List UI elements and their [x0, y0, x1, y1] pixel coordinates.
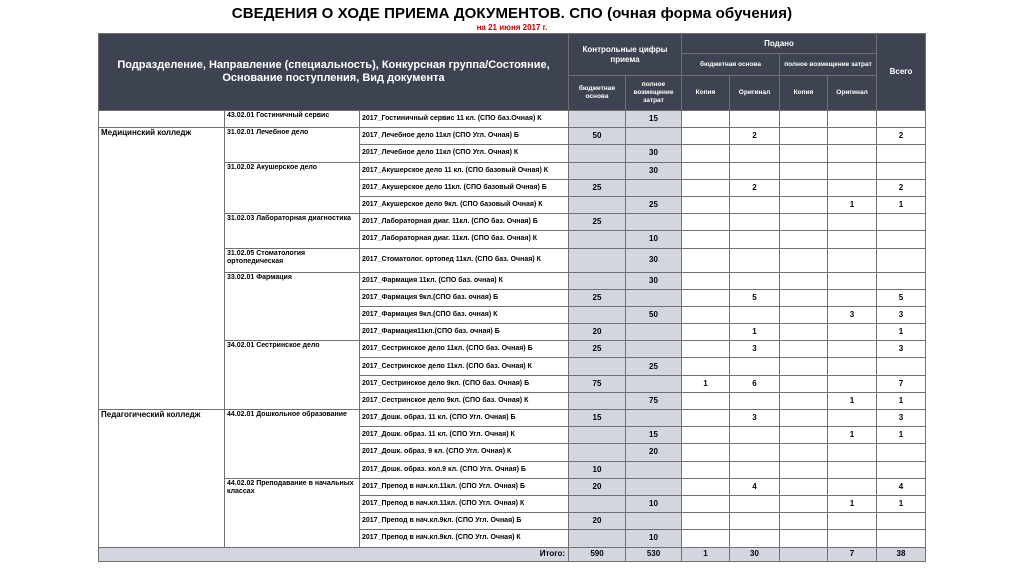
- full-original: [828, 179, 877, 196]
- control-full: 75: [626, 392, 682, 409]
- budget-original: 1: [730, 324, 780, 341]
- budget-copy: [682, 495, 730, 512]
- competition-group: 2017_Лабораторная диаг. 11кл. (СПО баз. Очная) К: [360, 231, 569, 248]
- full-original: [828, 145, 877, 162]
- total-budget-original: 30: [730, 547, 780, 561]
- full-copy: [780, 231, 828, 248]
- budget-copy: [682, 128, 730, 145]
- direction-cell: 44.02.01 Дошкольное образование: [225, 410, 360, 479]
- division-medical: Медицинский колледж: [99, 128, 225, 410]
- row-total: 7: [877, 375, 926, 392]
- full-original: [828, 162, 877, 179]
- control-budget: 25: [569, 214, 626, 231]
- budget-original: [730, 196, 780, 213]
- control-full: 20: [626, 444, 682, 461]
- control-budget: [569, 162, 626, 179]
- budget-original: [730, 530, 780, 547]
- full-original: [828, 375, 877, 392]
- control-full: [626, 341, 682, 358]
- budget-original: 6: [730, 375, 780, 392]
- budget-original: [730, 111, 780, 128]
- control-full: [626, 375, 682, 392]
- budget-original: [730, 162, 780, 179]
- control-budget: [569, 444, 626, 461]
- control-budget: 25: [569, 341, 626, 358]
- budget-copy: [682, 392, 730, 409]
- control-budget: [569, 248, 626, 272]
- budget-copy: [682, 272, 730, 289]
- budget-copy: [682, 196, 730, 213]
- control-full: [626, 324, 682, 341]
- budget-original: [730, 427, 780, 444]
- budget-copy: [682, 162, 730, 179]
- row-total: [877, 530, 926, 547]
- budget-copy: [682, 324, 730, 341]
- control-full: 25: [626, 196, 682, 213]
- control-full: 50: [626, 306, 682, 323]
- control-full: 30: [626, 145, 682, 162]
- full-copy: [780, 306, 828, 323]
- budget-original: [730, 248, 780, 272]
- full-copy: [780, 179, 828, 196]
- control-budget: [569, 358, 626, 375]
- full-original: 1: [828, 196, 877, 213]
- full-original: [828, 289, 877, 306]
- budget-copy: [682, 306, 730, 323]
- direction-cell: 31.02.05 Стоматология ортопедическая: [225, 248, 360, 272]
- control-budget: 15: [569, 410, 626, 427]
- direction-cell: 44.02.02 Преподавание в начальных классах: [225, 478, 360, 547]
- budget-copy: [682, 410, 730, 427]
- budget-original: [730, 392, 780, 409]
- division-cell: [99, 111, 225, 128]
- full-original: [828, 410, 877, 427]
- full-original: [828, 231, 877, 248]
- budget-copy: [682, 444, 730, 461]
- row-total: 1: [877, 196, 926, 213]
- row-total: 1: [877, 324, 926, 341]
- full-original: 3: [828, 306, 877, 323]
- budget-copy: [682, 179, 730, 196]
- row-total: [877, 145, 926, 162]
- control-full: 30: [626, 272, 682, 289]
- row-total: [877, 513, 926, 530]
- budget-copy: [682, 145, 730, 162]
- budget-copy: [682, 513, 730, 530]
- full-original: [828, 461, 877, 478]
- admissions-table: [98, 33, 926, 562]
- budget-original: 3: [730, 341, 780, 358]
- budget-copy: [682, 478, 730, 495]
- control-budget: 20: [569, 478, 626, 495]
- control-full: 10: [626, 530, 682, 547]
- full-original: [828, 272, 877, 289]
- full-original: 1: [828, 392, 877, 409]
- row-total: 2: [877, 179, 926, 196]
- header-copy-full: Копия: [780, 76, 828, 111]
- report-title: СВЕДЕНИЯ О ХОДЕ ПРИЕМА ДОКУМЕНТОВ. СПО (очная форма обучения): [231, 5, 793, 22]
- full-copy: [780, 427, 828, 444]
- control-budget: [569, 427, 626, 444]
- total-control-full: 530: [626, 547, 682, 561]
- full-copy: [780, 196, 828, 213]
- control-budget: 10: [569, 461, 626, 478]
- full-copy: [780, 341, 828, 358]
- header-copy-budget: Копия: [682, 76, 730, 111]
- competition-group: 2017_Препод в нач.кл.11кл. (СПО Угл. Очная) К: [360, 495, 569, 512]
- competition-group: 2017_Препод в нач.кл.11кл. (СПО Угл. Очная) Б: [360, 478, 569, 495]
- row-total: [877, 272, 926, 289]
- control-full: [626, 478, 682, 495]
- competition-group: 2017_Акушерское дело 11кл. (СПО базовый Очная) Б: [360, 179, 569, 196]
- budget-original: [730, 513, 780, 530]
- report-date: на 21 июня 2017 г.: [476, 23, 548, 32]
- full-copy: [780, 410, 828, 427]
- row-total: [877, 214, 926, 231]
- control-budget: [569, 495, 626, 512]
- budget-original: 2: [730, 179, 780, 196]
- row-total: 3: [877, 410, 926, 427]
- budget-copy: [682, 530, 730, 547]
- budget-original: [730, 358, 780, 375]
- budget-copy: 1: [682, 375, 730, 392]
- budget-original: 3: [730, 410, 780, 427]
- full-original: [828, 111, 877, 128]
- control-budget: 25: [569, 179, 626, 196]
- competition-group: 2017_Лечебное дело 11кл (СПО Угл. Очная) К: [360, 145, 569, 162]
- budget-copy: [682, 289, 730, 306]
- row-total: 1: [877, 495, 926, 512]
- table-row: [99, 410, 926, 427]
- competition-group: 2017_Сестринское дело 11кл. (СПО баз. Очная) К: [360, 358, 569, 375]
- direction-cell: 31.02.01 Лечебное дело: [225, 128, 360, 162]
- control-full: [626, 179, 682, 196]
- control-budget: [569, 145, 626, 162]
- row-total: 4: [877, 478, 926, 495]
- control-budget: [569, 111, 626, 128]
- direction-cell: 34.02.01 Сестринское дело: [225, 341, 360, 410]
- competition-group: 2017_Сестринское дело 9кл. (СПО баз. Очная) К: [360, 392, 569, 409]
- control-full: 10: [626, 495, 682, 512]
- full-original: [828, 128, 877, 145]
- control-budget: 25: [569, 289, 626, 306]
- header-full-cost-submitted: полное возмещение затрат: [780, 54, 877, 76]
- row-total: [877, 248, 926, 272]
- full-copy: [780, 128, 828, 145]
- total-budget-copy: 1: [682, 547, 730, 561]
- full-copy: [780, 111, 828, 128]
- full-copy: [780, 495, 828, 512]
- budget-copy: [682, 214, 730, 231]
- control-full: 15: [626, 427, 682, 444]
- competition-group: 2017_Сестринское дело 9кл. (СПО баз. Очная) Б: [360, 375, 569, 392]
- budget-original: [730, 461, 780, 478]
- full-copy: [780, 461, 828, 478]
- competition-group: 2017_Дошк. образ. 11 кл. (СПО Угл. Очная) Б: [360, 410, 569, 427]
- competition-group: 2017_Фармация 9кл.(СПО баз. очная) Б: [360, 289, 569, 306]
- budget-original: 4: [730, 478, 780, 495]
- full-original: [828, 478, 877, 495]
- full-copy: [780, 162, 828, 179]
- budget-original: [730, 444, 780, 461]
- control-budget: [569, 392, 626, 409]
- competition-group: 2017_Лабораторная диаг. 11кл. (СПО баз. Очная) Б: [360, 214, 569, 231]
- competition-group: 2017_Фармация11кл.(СПО баз. очная) Б: [360, 324, 569, 341]
- totals-row: [99, 547, 926, 561]
- row-total: [877, 231, 926, 248]
- total-full-original: 7: [828, 547, 877, 561]
- full-copy: [780, 248, 828, 272]
- budget-original: [730, 306, 780, 323]
- full-original: [828, 214, 877, 231]
- header-main: Подразделение, Направление (специальность), Конкурсная группа/Состояние, Основание поступления, Вид документа: [99, 34, 569, 111]
- control-full: [626, 289, 682, 306]
- full-original: [828, 324, 877, 341]
- totals-label: Итого:: [99, 547, 569, 561]
- direction-cell: 31.02.03 Лабораторная диагностика: [225, 214, 360, 248]
- full-copy: [780, 444, 828, 461]
- control-full: [626, 461, 682, 478]
- full-copy: [780, 375, 828, 392]
- full-original: [828, 513, 877, 530]
- budget-original: [730, 495, 780, 512]
- competition-group: 2017_Дошк. образ. кол.9 кл. (СПО Угл. Очная) Б: [360, 461, 569, 478]
- full-original: [828, 444, 877, 461]
- header-budget-basis: бюджетная основа: [569, 76, 626, 111]
- full-copy: [780, 214, 828, 231]
- competition-group: 2017_Акушерское дело 9кл. (СПО базовый Очная) К: [360, 196, 569, 213]
- competition-group: 2017_Гостиничный сервис 11 кл. (СПО баз.Очная) К: [360, 111, 569, 128]
- full-copy: [780, 478, 828, 495]
- direction-cell: 43.02.01 Гостиничный сервис: [225, 111, 360, 128]
- control-full: [626, 410, 682, 427]
- competition-group: 2017_Фармация 9кл.(СПО баз. очная) К: [360, 306, 569, 323]
- control-budget: [569, 196, 626, 213]
- full-copy: [780, 324, 828, 341]
- competition-group: 2017_Сестринское дело 11кл. (СПО баз. Очная) Б: [360, 341, 569, 358]
- budget-copy: [682, 341, 730, 358]
- full-copy: [780, 145, 828, 162]
- row-total: [877, 444, 926, 461]
- total-control-budget: 590: [569, 547, 626, 561]
- budget-copy: [682, 111, 730, 128]
- control-budget: 20: [569, 513, 626, 530]
- control-budget: [569, 272, 626, 289]
- table-row: [99, 111, 926, 128]
- header-original-full: Оригинал: [828, 76, 877, 111]
- direction-cell: 33.02.01 Фармация: [225, 272, 360, 341]
- competition-group: 2017_Дошк. образ. 11 кл. (СПО Угл. Очная) К: [360, 427, 569, 444]
- row-total: [877, 111, 926, 128]
- full-original: [828, 248, 877, 272]
- competition-group: 2017_Дошк. образ. 9 кл. (СПО Угл. Очная) К: [360, 444, 569, 461]
- full-original: [828, 341, 877, 358]
- row-total: 1: [877, 427, 926, 444]
- full-original: [828, 530, 877, 547]
- grand-total: 38: [877, 547, 926, 561]
- full-copy: [780, 289, 828, 306]
- budget-copy: [682, 358, 730, 375]
- control-budget: 20: [569, 324, 626, 341]
- header-original-budget: Оригинал: [730, 76, 780, 111]
- table-row: [99, 128, 926, 145]
- control-budget: [569, 530, 626, 547]
- full-copy: [780, 513, 828, 530]
- competition-group: 2017_Препод в нач.кл.9кл. (СПО Угл. Очная) Б: [360, 513, 569, 530]
- budget-copy: [682, 427, 730, 444]
- control-budget: [569, 231, 626, 248]
- budget-original: [730, 145, 780, 162]
- budget-original: [730, 231, 780, 248]
- budget-copy: [682, 461, 730, 478]
- control-full: 10: [626, 231, 682, 248]
- header-submitted: Подано: [682, 34, 877, 54]
- row-total: 3: [877, 341, 926, 358]
- budget-original: [730, 214, 780, 231]
- full-copy: [780, 272, 828, 289]
- full-copy: [780, 530, 828, 547]
- total-full-copy: [780, 547, 828, 561]
- row-total: 2: [877, 128, 926, 145]
- control-full: 15: [626, 111, 682, 128]
- competition-group: 2017_Стоматолог. ортопед 11кл. (СПО баз. Очная) К: [360, 248, 569, 272]
- direction-cell: 31.02.02 Акушерское дело: [225, 162, 360, 214]
- budget-original: 2: [730, 128, 780, 145]
- competition-group: 2017_Препод в нач.кл.9кл. (СПО Угл. Очная) К: [360, 530, 569, 547]
- control-budget: [569, 306, 626, 323]
- control-full: [626, 214, 682, 231]
- row-total: 5: [877, 289, 926, 306]
- control-full: 25: [626, 358, 682, 375]
- budget-original: 5: [730, 289, 780, 306]
- control-budget: 50: [569, 128, 626, 145]
- division-pedagogical: Педагогический колледж: [99, 410, 225, 548]
- row-total: 1: [877, 392, 926, 409]
- full-original: [828, 358, 877, 375]
- full-copy: [780, 358, 828, 375]
- control-full: 30: [626, 162, 682, 179]
- row-total: [877, 162, 926, 179]
- competition-group: 2017_Фармация 11кл. (СПО баз. очная) К: [360, 272, 569, 289]
- header-total: Всего: [877, 34, 926, 111]
- control-full: [626, 513, 682, 530]
- control-budget: 75: [569, 375, 626, 392]
- row-total: 3: [877, 306, 926, 323]
- competition-group: 2017_Акушерское дело 11 кл. (СПО базовый Очная) К: [360, 162, 569, 179]
- row-total: [877, 358, 926, 375]
- competition-group: 2017_Лечебное дело 11кл (СПО Угл. Очная) Б: [360, 128, 569, 145]
- full-copy: [780, 392, 828, 409]
- budget-copy: [682, 231, 730, 248]
- budget-copy: [682, 248, 730, 272]
- budget-original: [730, 272, 780, 289]
- full-original: 1: [828, 427, 877, 444]
- full-original: 1: [828, 495, 877, 512]
- header-control-figures: Контрольные цифры приема: [569, 34, 682, 76]
- header-full-cost: полное возмещение затрат: [626, 76, 682, 111]
- control-full: 30: [626, 248, 682, 272]
- control-full: [626, 128, 682, 145]
- row-total: [877, 461, 926, 478]
- header-budget-basis-submitted: бюджетная основа: [682, 54, 780, 76]
